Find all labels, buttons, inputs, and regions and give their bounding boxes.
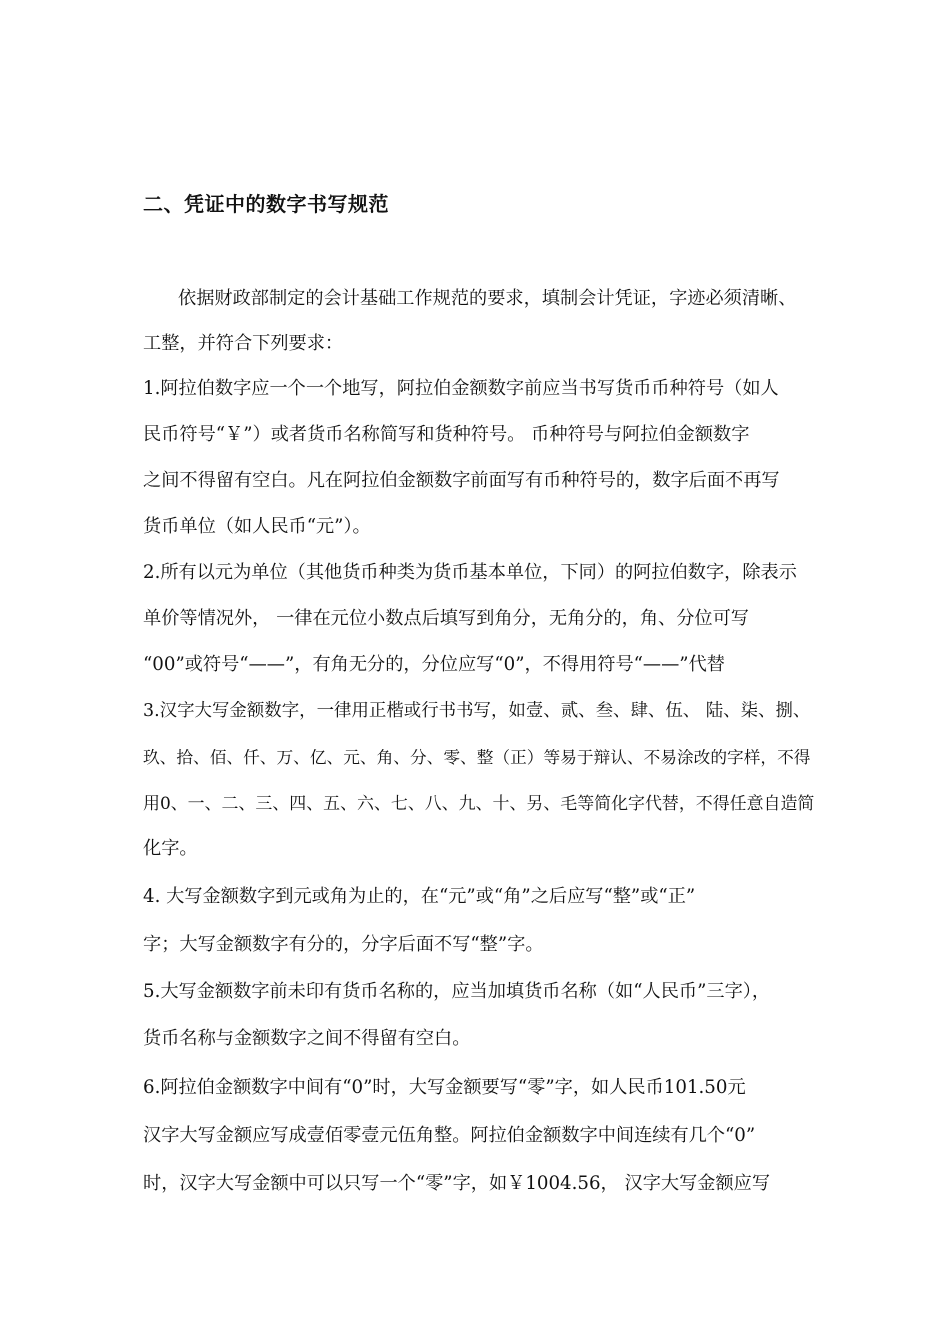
paragraph-line: 6.阿拉伯金额数字中间有“0”时，大写金额要写“零”字，如人民币101.50元 (143, 1077, 746, 1098)
paragraph-line: 工整，并符合下列要求： (143, 333, 344, 354)
paragraph-line: 汉字大写金额应写成壹佰零壹元伍角整。阿拉伯金额数字中间连续有几个“0” (143, 1125, 756, 1146)
paragraph-line: 字；大写金额数字有分的，分字后面不写“整”字。 (143, 934, 544, 955)
paragraph-line: 时，汉字大写金额中可以只写一个“零”字，如￥1004.56， 汉字大写金额应写 (143, 1173, 771, 1194)
paragraph-line: 单价等情况外， 一律在元位小数点后填写到角分，无角分的，角、分位可写 (143, 608, 749, 629)
paragraph-line: 玖、拾、佰、仟、万、亿、元、角、分、零、整（正）等易于辩认、不易涂改的字样，不得 (143, 747, 811, 767)
paragraph-line: 5.大写金额数字前未印有货币名称的，应当加填货币名称（如“人民币”三字）， (143, 981, 771, 1002)
paragraph-line: 货币名称与金额数字之间不得留有空白。 (143, 1028, 471, 1049)
paragraph-line: 用0、一、二、三、四、五、六、七、八、九、十、另、毛等简化字代替，不得任意自造简 (143, 793, 815, 813)
paragraph-line: 2.所有以元为单位（其他货币种类为货币基本单位，下同）的阿拉伯数字，除表示 (143, 562, 797, 583)
paragraph-line: 4. 大写金额数字到元或角为止的，在“元”或“角”之后应写“整”或“正” (143, 886, 696, 907)
paragraph-line: 民币符号“￥”）或者货币名称简写和货种符号。 币种符号与阿拉伯金额数字 (143, 424, 750, 445)
paragraph-line: 依据财政部制定的会计基础工作规范的要求，填制会计凭证，字迹必须清晰、 (178, 288, 797, 309)
paragraph-line: 3.汉字大写金额数字，一律用正楷或行书书写，如壹、贰、叁、肆、伍、 陆、柒、捌、 (143, 701, 811, 721)
paragraph-line: 之间不得留有空白。凡在阿拉伯金额数字前面写有币种符号的，数字后面不再写 (143, 470, 780, 491)
paragraph-line: 货币单位（如人民币“元”）。 (143, 516, 371, 537)
paragraph-line: 化字。 (143, 838, 198, 859)
paragraph-line: 1.阿拉伯数字应一个一个地写，阿拉伯金额数字前应当书写货币币种符号（如人 (143, 378, 779, 399)
paragraph-line: “00”或符号“——”，有角无分的，分位应写“0”，不得用符号“——”代替 (143, 654, 725, 675)
section-heading: 二、凭证中的数字书写规范 (143, 192, 389, 216)
